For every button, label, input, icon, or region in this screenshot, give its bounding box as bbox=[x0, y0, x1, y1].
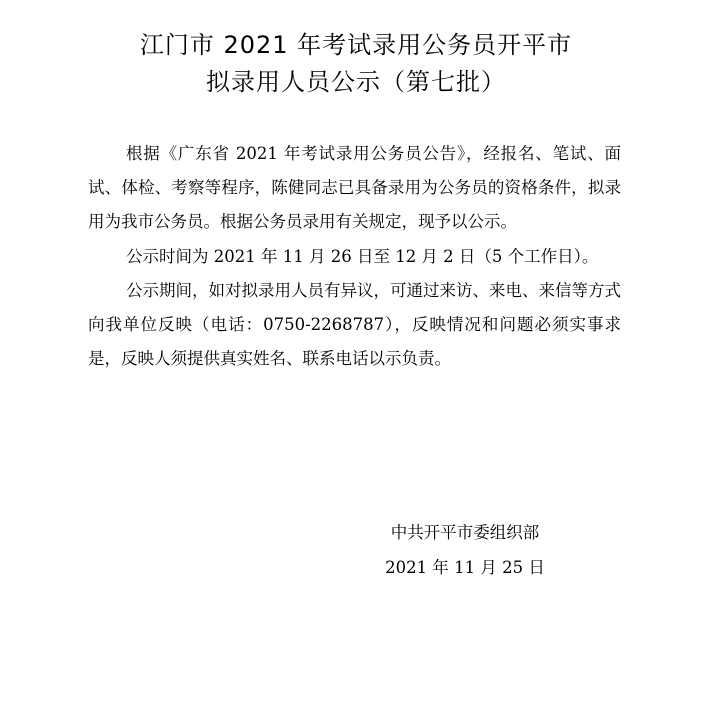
paragraph-objection: 公示期间，如对拟录用人员有异议，可通过来访、来电、来信等方式向我单位反映（电话：0750-2268787），反映情况和问题必须实事求是，反映人须提供真实姓名、联系电话以示负责。 bbox=[88, 280, 621, 369]
paragraph-basis: 根据《广东省 2021 年考试录用公务员公告》，经报名、笔试、面试、体检、考察等程序，陈健同志已具备录用为公务员的资格条件，拟录用为我市公务员。根据公务员录用有关规定，现予以公示。 bbox=[88, 144, 621, 232]
document-title-line-1: 江门市 2021 年考试录用公务员开平市 bbox=[139, 31, 573, 59]
signature-date: 2021 年 11 月 25 日 bbox=[385, 558, 545, 577]
signature-organization: 中共开平市委组织部 bbox=[390, 523, 540, 542]
document-body bbox=[88, 137, 621, 376]
paragraph-period: 公示时间为 2021 年 11 月 26 日至 12 月 2 日（5 个工作日）。 bbox=[126, 246, 599, 266]
document-title-line-2: 拟录用人员公示（第七批） bbox=[206, 68, 506, 96]
